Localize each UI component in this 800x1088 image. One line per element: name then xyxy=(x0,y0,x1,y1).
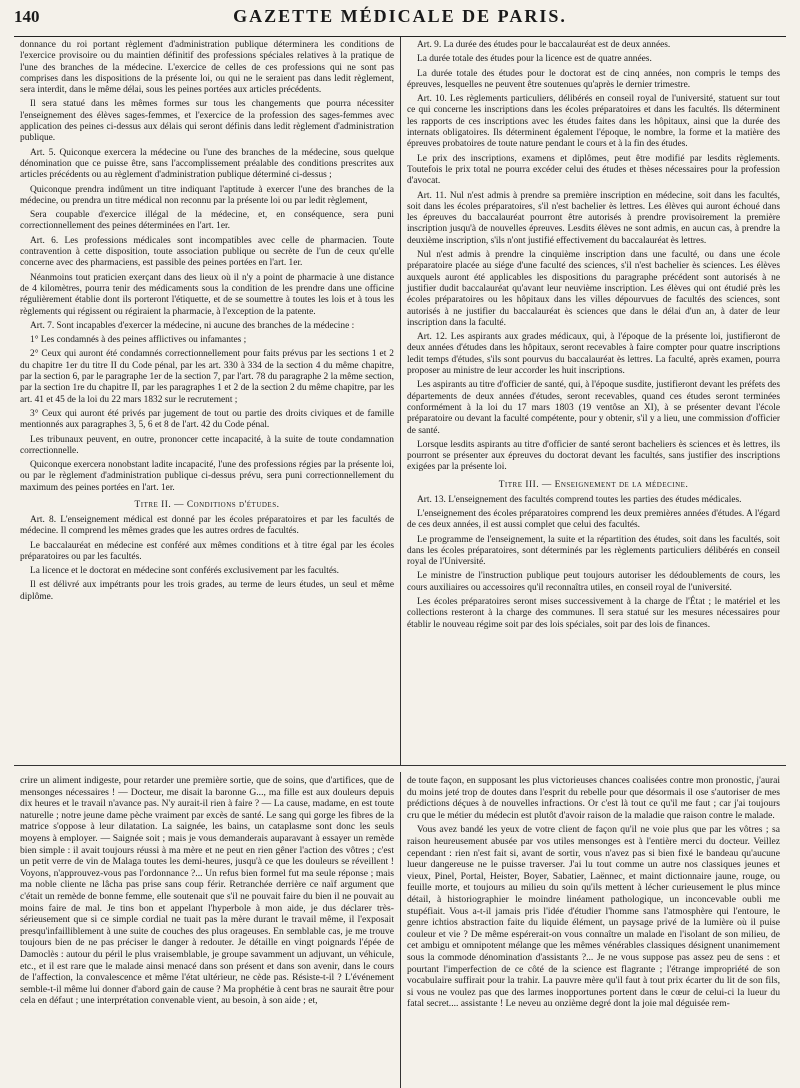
paragraph: Art. 12. Les aspirants aux grades médicaux, qui, à l'époque de la présente loi, justifieront de deux années d'études dans les hôpitaux, seront recevables à faire compter pour quatre inscriptions ledit temps d'études, s'ils sont pourvus du baccalauréat ès lettres. La faculté, après examen, pourra proposer au ministre de leur accorder les huit inscriptions. xyxy=(407,332,780,377)
paragraph: Art. 9. La durée des études pour le baccalauréat est de deux années. xyxy=(417,40,671,50)
paragraph: Quiconque exercera nonobstant ladite incapacité, l'une des professions régies par la présente loi, ou par le règlement d'administration publique ci-dessus prévu, sera puni correctionnellement du maximum des peines portées en l'art. 1er. xyxy=(20,460,394,493)
paragraph: Le ministre de l'instruction publique peut toujours autoriser les dédoublements de cours, les cours auxiliaires ou accessoires qu'il reconnaîtra utiles, en conseil royal de l'université. xyxy=(407,571,780,593)
top-left-column xyxy=(14,37,400,765)
paragraph: Art. 8. L'enseignement médical est donné par les écoles préparatoires et par les facultés de médecine. Il comprend les mêmes grades que les autres ordres de facultés. xyxy=(20,514,394,537)
bottom-left-column xyxy=(14,772,400,1088)
paragraph: Les tribunaux peuvent, en outre, prononcer cette incapacité, à la suite de toute condamnation correctionnelle. xyxy=(20,434,394,456)
feuilleton-section xyxy=(14,772,786,1088)
law-articles-right-2 xyxy=(407,495,780,631)
paragraph: Le prix des inscriptions, examens et diplômes, peut être modifié par lesdits règlements. Toutefois le prix total ne pourra excéder celui des études et thèses nécessaires pour la profession d'avocat. xyxy=(407,153,780,187)
paragraph: Art. 10. Les règlements particuliers, délibérés en conseil royal de l'université, statuent sur tout ce qui concerne les inscriptions dans les écoles préparatoires et dans les facultés. Ils déterminent les rapports de ces inscriptions avec les études faites dans les hôpitaux, ainsi que la durée des internats obligatoires. Ils déterminent également l'époque, le nombre, la forme et la matière des épreuves probatoires de toute nature pendant le cours et à la fin des études. xyxy=(407,94,780,150)
paragraph: Sera coupable d'exercice illégal de la médecine, et, en conséquence, sera puni correctionnellement des peines déterminées en l'art. 1er. xyxy=(20,210,394,232)
paragraph: Art. 13. L'enseignement des facultés comprend toutes les parties des études médicales. xyxy=(417,494,742,505)
law-articles-left xyxy=(20,40,394,494)
paragraph: Art. 6. Les professions médicales sont incompatibles avec celle de pharmacien. Toute contravention à cette disposition, toute association publique ou secrète de l'un de ceux qu'elle concerne avec des pharmaciens, est passible des peines portées en l'art. 1er. xyxy=(20,235,394,269)
paragraph: Les aspirants au titre d'officier de santé, qui, à l'époque susdite, justifieront devant les préfets des départements de deux années d'études, seront recevables, quand ces études seront terminées conformément à la loi du 17 mars 1803 (19 ventôse an XI), à se présenter devant l'école préparatoire ou devant la faculté compétente, pour y obtenir, s'il y a lieu, une commission d'officier de santé. xyxy=(407,380,780,436)
paragraph: Le baccalauréat en médecine est conféré aux mêmes conditions et à titre égal par les écoles préparatoires ou par les facultés. xyxy=(20,540,394,562)
section-title-etudes: Titre II. — Conditions d'études. xyxy=(134,499,280,510)
page-header xyxy=(14,6,786,37)
paragraph: 1° Les condamnés à des peines afflictives ou infamantes ; xyxy=(30,335,247,346)
paragraph: L'enseignement des écoles préparatoires comprend les deux premières années d'études. A l'égard de ces deux années, il est aussi complet que celui des facultés. xyxy=(407,508,780,531)
bottom-right-column xyxy=(400,772,786,1088)
paragraph: 3° Ceux qui auront été privés par jugement de tout ou partie des droits civiques et de famille mentionnés aux paragraphes 3, 5, 6 et 8 de l'art. 42 du Code pénal. xyxy=(20,408,394,431)
law-articles-left-2 xyxy=(20,515,394,603)
paragraph: de toute façon, en supposant les plus victorieuses chances coalisées contre mon pronostic, j'aurai du moins jeté trop de doutes dans l'esprit du rebelle pour que désormais il ose s'autoriser de mes prédictions déçues à de nouvelles infractions. Or c'est là tout ce qu'il me faut ; car j'ai toujours cru que le métier du médecin est plutôt d'avoir raison de la maladie que raison contre le malade. xyxy=(407,775,780,821)
paragraph: Le programme de l'enseignement, la suite et la répartition des études, soit dans les facultés, soit dans les écoles préparatoires, sont déterminés par les règlements particuliers délibérés en conseil royal de l'Université. xyxy=(407,534,780,568)
feuilleton-left xyxy=(20,775,394,1007)
paragraph: Il sera statué dans les mêmes formes sur tous les changements que pourra nécessiter l'enseignement des élèves sages-femmes, et l'exercice de la profession des sages-femmes avec application des peines ci-dessus aux délais qui seront définis dans ledit règlement d'administration publique. xyxy=(20,99,394,144)
paragraph: Nul n'est admis à prendre la cinquième inscription dans une faculté, ou dans une école préparatoire placée au siége d'une faculté des sciences, s'il n'est bachelier ès sciences. Les élèves auxquels auront été applicables les dispositions du paragraphe précédent sont autorisés à ne justifier dudit baccalauréat qu'avant leur neuvième inscription. Les élèves qui ont étudié près les écoles préparatoires ou les hôpitaux dans les villes dépourvues de facultés des sciences, sont autorisés à ne justifier du baccalauréat ès sciences que dans le délai d'un an, à dater de leur inscription dans la faculté. xyxy=(407,250,780,328)
law-articles-right xyxy=(407,40,780,474)
paragraph: Quiconque prendra indûment un titre indiquant l'aptitude à exercer l'une des branches de la médecine, ou prendra un titre médical non reconnu par la présente loi ou par ledit règlement, xyxy=(20,184,394,206)
paragraph: Néanmoins tout praticien exerçant dans des lieux où il n'y a point de pharmacie à une distance de 4 kilomètres, pourra tenir des médicaments sous la condition de les prendre dans une officine régulièrement établie dont ils porteront l'étiquette, et de se soumettre à toutes les lois et à tous les règlements qui régissent ou régiraient la pharmacie, à l'exception de la patente. xyxy=(20,272,394,317)
page-number: 140 xyxy=(14,7,40,26)
paragraph: Art. 11. Nul n'est admis à prendre sa première inscription en médecine, soit dans les facultés, soit dans les écoles préparatoires, s'il n'est bachelier ès lettres. Les élèves qui auront échoué dans les épreuves du baccalauréat pourront être autorisés à prendre provisoirement la première inscription jusqu'à de nouvelles épreuves. Lesdits élèves ne sont admis, en aucun cas, à prendre la deuxième inscription, s'ils n'ont justifié effectivement du baccalauréat ès lettres. xyxy=(407,190,780,246)
paragraph: La licence et le doctorat en médecine sont conférés exclusivement par les facultés. xyxy=(30,566,339,577)
paragraph: Art. 5. Quiconque exercera la médecine ou l'une des branches de la médecine, sous quelque dénomination que ce puisse être, sans l'accomplissement préalable des conditions prescrites aux articles précédents ou au règlement d'administration publique déterminé ci-dessus ; xyxy=(20,147,394,181)
paragraph: Lorsque lesdits aspirants au titre d'officier de santé seront bacheliers ès sciences et ès lettres, ils pourront se présenter aux épreuves du doctorat devant les facultés, sans justifier des inscriptions exigées par la présente loi. xyxy=(407,439,780,473)
paragraph: Art. 7. Sont incapables d'exercer la médecine, ni aucune des branches de la médecine : xyxy=(30,320,355,331)
paragraph: Vous avez bandé les yeux de votre client de façon qu'il ne voie plus que par les vôtres ; sa raison heureusement abusée par vos utiles mensonges est à l'entière merci du docteur. Veillez cependant : rien n'est fait si, avant de sortir, vous n'avez pas si bien fixé le bandeau qu'aucune lueur dangereuse ne le puisse traverser. J'ai lu tout comme un autre nos classiques jeunes et vieux, Pinel, Portal, Heister, Boyer, Sabatier, Laënnec, et maint dictionnaire jaune, rouge, ou feuille morte, et toujours au milieu du soin qu'ils mettent à lécher curieusement le plus mince détail, à historiographier le moindre linéament pathologique, un inconcevable oubli me stupéfiait. Vous a-t-il jamais pris l'idée d'étudier l'homme sans l'atmosphère qui l'entoure, le genre ichtios abstraction faite du liquide élément, un paysage privé de la lumière où il puise couleur et vie ? De même espérerait-on vous connaître un malade en l'isolant de son milieu, de cet ambigu et omnipotent mélange que les mêmes vénérables classiques désignent unanimement sous la commode dénomination d'assistants ?... Je ne vous suppose pas assez peu de sens : et pourtant l'imperfection de ce côté de la science est flagrante ; l'étrange impropriété de son vocabulaire suffirait pour la trahir. La pauvre mère qu'il faut à tout prix écarter du lit de son fils, si vous ne voulez pas que des larmes inopportunes portent dans le cœur de celui-ci la lueur du fatal secret.... assistante ! Le neveu au onzième degré dont la joie mal déguisée rem- xyxy=(407,824,780,1010)
paragraph: 2° Ceux qui auront été condamnés correctionnellement pour faits prévus par les sections 1 et 2 du chapitre 1er du titre II du Code pénal, par les art. 330 à 334 de la section 4 du même chapitre, par la section 6, par le paragraphe 1er de la section 7, par l'art. 78 du paragraphe 2 la même section, par la section 1re du chapitre II, par les paragraphes 1 et 2 de la section 2 du même chapitre, par les art. 41 et 45 de la loi du 22 mars 1832 sur le recrutement ; xyxy=(20,349,394,405)
paragraph: La durée totale des études pour la licence est de quatre années. xyxy=(417,54,652,65)
feuilleton-right xyxy=(407,775,780,1010)
masthead-title: GAZETTE MÉDICALE DE PARIS. xyxy=(233,6,567,26)
paragraph: Les écoles préparatoires seront mises successivement à la charge de l'État ; le matériel et les collections resteront à la charge des communes. Il sera statué sur les mesures nécessaires pour établir le nouveau régime soit par des lois spéciales, soit par des lois de finances. xyxy=(407,597,780,630)
paragraph: La durée totale des études pour le doctorat est de cinq années, non compris le temps des épreuves, lesquelles ne peuvent être soutenues qu'après le dernier trimestre. xyxy=(407,68,780,90)
top-right-column xyxy=(400,37,786,765)
paragraph: Il est délivré aux impétrants pour les trois grades, au terme de leurs études, un seul et même diplôme. xyxy=(20,580,394,602)
section-title-enseignement: Titre III. — Enseignement de la médecine. xyxy=(498,479,689,490)
paragraph: crire un aliment indigeste, pour retarder une première sortie, que de soins, que d'artifices, que de mensonges nécessaires ! — Docteur, me disait la baronne G..., ma fille est aux douleurs depuis dix heures et le travail n'avance pas. N'y aurait-il rien à faire ? — La cause, madame, en est toute naturelle ; notre jeune dame pèche vraiment par excès de santé. Le sang qui gorge les fibres de la matrice s'oppose à leur dilatation. La saignée, les bains, un cataplasme sont donc les seuls moyens à employer. — Saignée soit ; mais je vous demanderais auparavant à essayer un remède bien simple : il avait toujours réussi à ma mère et ne peut en rien gêner l'action des vôtres ; c'est un petit verre de vin de Malaga toutes les demi-heures, jusqu'à ce que les douleurs se réveillent ! Voyons, n'approuvez-vous pas l'ordonnance ?... Un refus bien formel fut ma seule réponse ; mais ma noble cliente ne lâcha pas prise sans coup férir. Retranchée derrière ce naïf argument que c'était un remède de bonne femme, elle soutenait que s'il ne pouvait faire du bien il ne pouvait au moins faire de mal. Je tins bon et appelant l'hyperbole à mon aide, je dus déclarer très-sérieusement que si ce simple cordial ne tuait pas la mère durant le travail même, il l'exposait presqu'infailliblement à une suite de couches des plus orageuses. En semblable cas, je me trouve toujours bien de ne pas préciser le danger à redouter. Je détaille en vingt poignards l'épée de Damoclès : autour du péril le plus vraisemblable, je groupe savamment un adjuvant, un véhicule, etc., et il est rare que le malade ainsi menacé dans son présent et dans son avenir, dans le cours de l'affection, la convalescence et même l'état ultérieur, ne cède pas. Résiste-t-il ? L'événement semble-t-il même lui donner d'abord gain de cause ? Ma prophétie à cent bras ne saurait être pour cela en défaut ; une interprétation convenable vient, au besoin, à son aide ; et, xyxy=(20,775,394,1007)
paragraph: donnance du roi portant règlement d'administration publique déterminera les conditions de l'exercice provisoire ou du maintien définitif des professions spéciales relatives à la pratique de l'une des branches de la médecine. L'exercice de celles de ces professions qui ne sont pas comprises dans les dispositions de la présente loi, ou qui ne le seraient pas dans ledit règlement, sera interdit, dans le même délai, sous les peines portées aux articles précédents. xyxy=(20,40,394,96)
law-text-section xyxy=(14,37,786,766)
